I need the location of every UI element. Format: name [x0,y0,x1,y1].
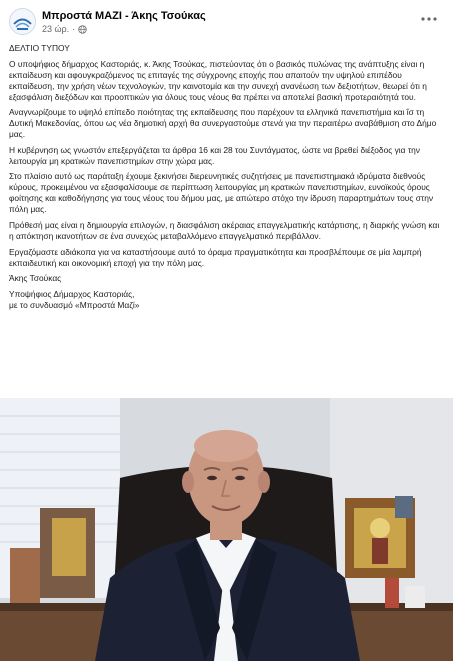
post-paragraph: Η κυβέρνηση ως γνωστόν επεξεργάζεται τα άρθρα 16 και 28 του Συντάγματος, ώστε να βρεθεί διέξοδος για την λειτουργία μη κρατικών πανεπιστημίων στην χώρα μας. [9,144,420,166]
page-avatar[interactable] [9,8,36,35]
signature-line: Υποψήφιος Δήμαρχος Καστοριάς, [9,288,135,299]
portrait-photo [0,398,453,661]
press-release-heading: ΔΕΛΤΙΟ ΤΥΠΟΥ [9,43,70,53]
post-header [0,0,453,40]
signature-title [9,289,446,311]
post-paragraph: Στο πλαίσιο αυτό ως παράταξη έχουμε ξεκινήσει διερευνητικές συζητήσεις με πανεπιστημιακά ιδρύματα διεθνούς κύρους, προκειμένου να εξασφαλίσουμε σε περίπτωση λειτουργίας μη κρατικών πανεπιστημίων, ευνοϊκούς όρους φοίτησης και καθοδήγησης για τους νέους του δήμου μας, με απώτερο στόχο την ίδρυση παραρτημάτων τους στην πόλη μας. [9,171,434,215]
party-logo-icon [10,9,35,34]
post-paragraph: Ο υποψήφιος δήμαρχος Καστοριάς, κ. Άκης Τσούκας, πιστεύοντας ότι ο βασικός πυλώνας της ανάπτυξης είναι η εκπαίδευση και αφουγκραζόμενος τις επιταγές της σύγχρονης εποχής που απαιτούν την υψηλού επιπέδου εκπαίδευση, την χρήση νέων τεχνολογιών, την καινοτομία και την συνεχή ανανέωση των δεξιοτήτων, θεωρεί ότι η εξασφάλιση διεξόδων και προοπτικών για όλους τους νέους θα πρέπει να αποτελεί βασική προτεραιότητά του. [9,58,427,102]
post-text [9,43,446,311]
signature-line: με το συνδυασμό «Μπροστά Μαζί» [9,299,140,310]
post-timestamp[interactable]: 23 ώρ. [42,24,70,34]
more-options-icon[interactable] [419,12,439,26]
post-paragraph: Αναγνωρίζουμε το υψηλό επίπεδο ποιότητας της εκπαίδευσης που παρέχουν τα ελληνικά πανεπιστήμια και ΐσ τη Δυτική Μακεδονίας, όπου ως νέα δημοτική αρχή θα συνεργαστούμε στενά για την περαιτέρω αναβάθμιση στο Δήμο μας. [9,107,437,140]
page-name[interactable]: Μπροστά ΜΑΖΙ - Άκης Τσούκας [42,10,206,22]
post-meta: 23 ώρ. · [42,24,87,34]
post-paragraph: Πρόθεσή μας είναι η δημιουργία επιλογών, η διασφάλιση ακέραιας επαγγελματικής κατάρτισης, η διαρκής γνώση και η απόκτηση ικανοτήτων σε ένα συνεχώς μεταβαλλόμενο επαγγελματικό περιβάλλον. [9,219,440,241]
post-paragraph: Εργαζόμαστε αδιάκοπα για να καταστήσουμε αυτό το όραμα πραγματικότητα και προσβλέπουμε σε μία λαμπρή εκπαιδευτική και οικονομική εποχή για την πόλη μας. [9,246,422,268]
post-photo[interactable] [0,398,453,661]
signature-name: Άκης Τσούκας [9,273,62,284]
globe-icon [78,25,87,34]
